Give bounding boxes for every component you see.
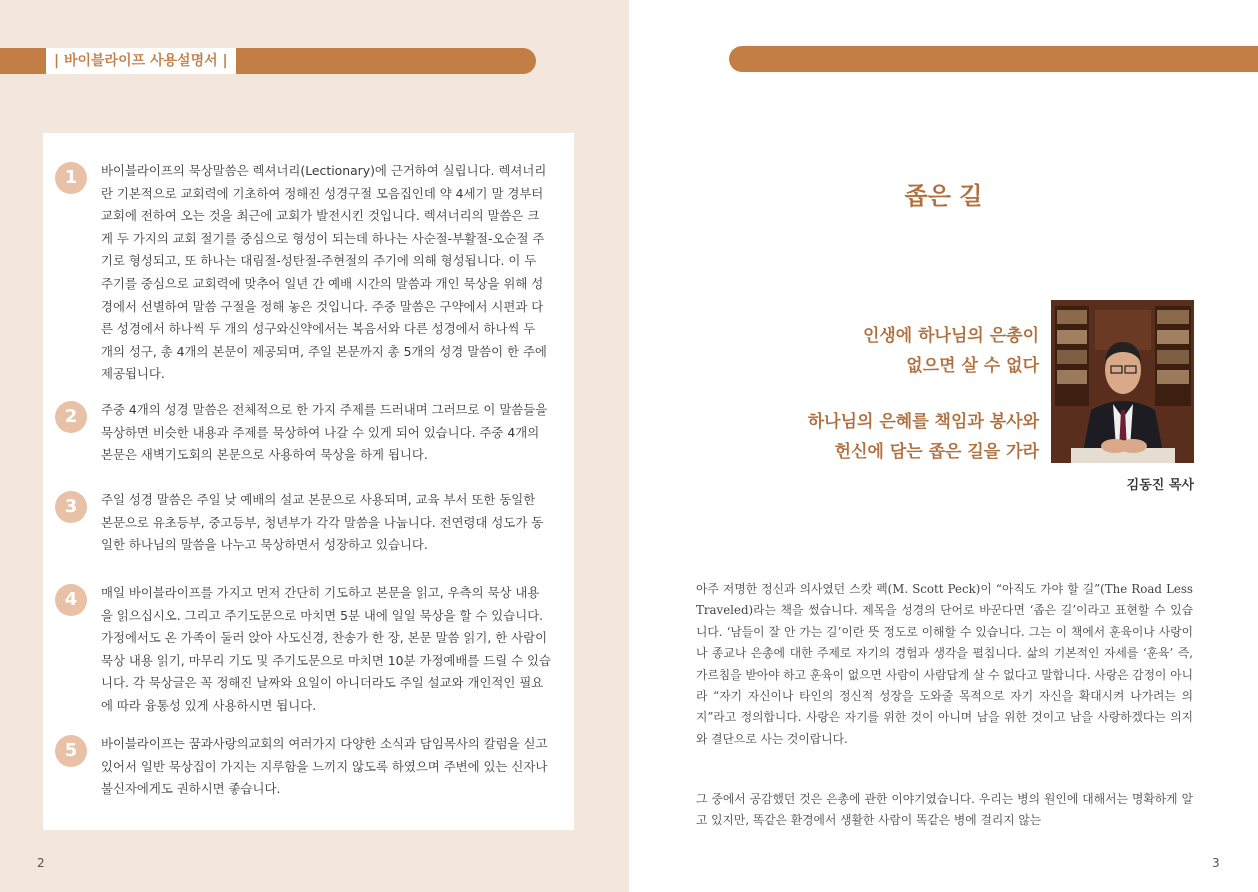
item-text: 주중 4개의 성경 말씀은 전체적으로 한 가지 주제를 드러내며 그러므로 이 말씀들을 묵상하면 비슷한 내용과 주제를 묵상하여 나갈 수 있게 되어 있습니다. 주중 4개의 본문은 새벽기도회의 본문으로 사용하여 묵상을 하게 됩니다.	[101, 402, 548, 463]
number-badge: 1	[55, 162, 87, 194]
instructions-card	[43, 133, 574, 830]
author-photo-illustration	[1051, 300, 1194, 463]
header-bar	[729, 46, 1258, 72]
author-photo	[1051, 300, 1194, 463]
quote-line: 인생에 하나님의 은총이	[862, 326, 1039, 346]
article-title: 좁은 길	[904, 181, 983, 210]
body-paragraph: 그 중에서 공감했던 것은 은총에 관한 이야기였습니다. 우리는 병의 원인에 대해서는 명확하게 알고 있지만, 똑같은 환경에서 생활한 사람이 똑같은 병에 걸리지 않는	[696, 792, 1193, 828]
item-text: 바이블라이프의 묵상말씀은 렉셔너리(Lectionary)에 근거하여 실립니다. 렉셔너리란 기본적으로 교회력에 기초하여 정해진 성경구절 모음집인데 약 4세기 말 경부터 교회에 전하여 오는 것을 최근에 교회가 발전시킨 것입니다. 렉셔너리의 말씀은 크게 두 가지의 교회 절기를 중심으로 형성이 되는데 하나는 사순절-부활절-오순절 주기로 형성되고, 또 하나는 대림절-성탄절-주현절의 주기에 의해 형성됩니다. 이 두 주기를 중심으로 교회력에 맞추어 일년 간 예배 시간의 말씀과 개인 묵상을 위해 성경에서 선별하여 말씀 구절을 정해 놓은 것입니다. 주중 말씀은 구약에서 시편과 다른 성경에서 하나씩 두 개의 성구와신약에서는 복음서와 다른 성경에서 하나씩 두 개의 성구, 총 4개의 본문이 제공되며, 주일 본문까지 총 5개의 성경 말씀이 한 주에 제공됩니다.	[101, 163, 547, 382]
item-text: 매일 바이블라이프를 가지고 먼저 간단히 기도하고 본문을 읽고, 우측의 묵상 내용을 읽으십시오. 그리고 주기도문으로 마치면 5분 내에 일일 묵상을 할 수 있습니다. 가정에서도 온 가족이 둘러 앉아 사도신경, 찬송가 한 장, 본문 말씀 읽기, 한 사람이 묵상 내용 읽기, 마무리 기도 및 주기도문으로 마치면 10분 가정예배를 드릴 수 있습니다. 각 묵상글은 꼭 정해진 날짜와 요일이 아니더라도 주일 설교와 개인적인 필요에 따라 융통성 있게 사용하시면 됩니다.	[101, 585, 551, 713]
author-name: 김동진 목사	[1126, 478, 1194, 493]
quote-block-2	[719, 407, 1039, 467]
number-badge: 2	[55, 401, 87, 433]
page-number: 2	[37, 856, 45, 870]
quote-block-1	[719, 321, 1039, 381]
item-text: 바이블라이프는 꿈과사랑의교회의 여러가지 다양한 소식과 담임목사의 칼럼을 싣고 있어서 일반 묵상집이 가지는 지루함을 느끼지 않도록 하였으며 주변에 있는 신자나 불신자에게도 권하시면 좋습니다.	[101, 736, 548, 797]
page-number: 3	[1212, 856, 1220, 870]
item-text: 주일 성경 말씀은 주일 낮 예배의 설교 본문으로 사용되며, 교육 부서 또한 동일한 본문으로 유초등부, 중고등부, 청년부가 각각 말씀을 나눕니다. 전연령대 성도가 동일한 하나님의 말씀을 나누고 묵상하면서 성장하고 있습니다.	[101, 492, 544, 553]
number-badge: 3	[55, 491, 87, 523]
section-header-label: | 바이블라이프 사용설명서 |	[46, 48, 236, 74]
quote-line: 헌신에 담는 좁은 길을 가라	[834, 442, 1039, 462]
quote-line: 하나님의 은혜를 책임과 봉사와	[807, 412, 1039, 432]
body-paragraph: 아주 저명한 정신과 의사였던 스캇 펙(M. Scott Peck)이 “아직도 가야 할 길”(The Road Less Traveled)라는 책을 썼습니다. 제목을 성경의 단어로 바꾼다면 ‘좁은 길’이라고 표현할 수 있습니다. ‘남들이 잘 안 가는 길’이란 뜻 정도로 이해할 수 있습니다. 그는 이 책에서 훈육이나 사랑이나 종교나 은총에 대한 주제로 자기의 경험과 생각을 펼칩니다. 삶의 기본적인 자세를 ‘훈육’ 즉, 가르침을 받아야 하고 훈육이 없으면 사람이 사람답게 살 수 없다고 말합니다. 사랑은 감정이 아니라 “자기 자신이나 타인의 정신적 성장을 도와줄 목적으로 자기 자신을 확대시켜 나가려는 의지”라고 정의합니다. 사랑은 자기를 위한 것이 아니며 남을 위한 것이고 남을 사랑하겠다는 의지와 결단으로 사는 것이랍니다.	[696, 582, 1193, 746]
right-page	[629, 0, 1258, 892]
quote-line: 없으면 살 수 없다	[906, 356, 1039, 376]
number-badge: 5	[55, 735, 87, 767]
number-badge: 4	[55, 584, 87, 616]
